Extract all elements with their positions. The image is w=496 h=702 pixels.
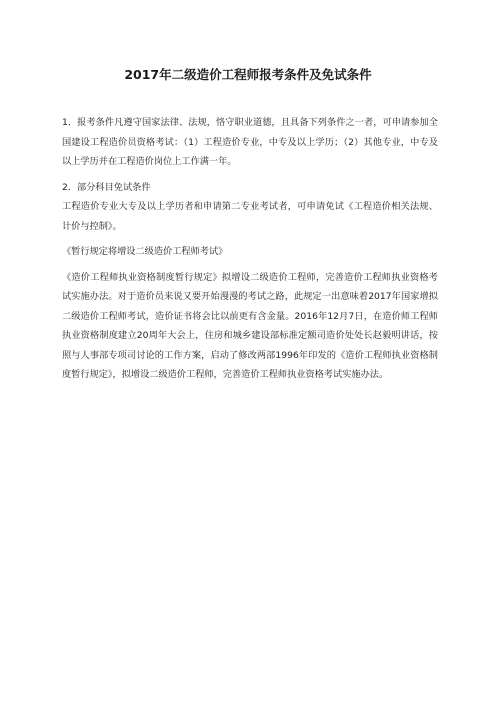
paragraph-exemption-heading: 2．部分科目免试条件 [62,181,151,193]
document-title: 2017年二级造价工程师报考条件及免试条件 [124,67,372,82]
paragraph-exam-requirements: 1．报考条件凡遵守国家法律、法规，恪守职业道德，且具备下列条件之一者，可申请参加全国建设工程造价员资格考试：（1）工程造价专业，中专及以上学历；（2）其他专业，中专及以上学历并在工程造价岗位上工作满一年。 [62,117,438,167]
paragraph-exemption-conditions: 工程造价专业大专及以上学历者和申请第二专业考试者，可申请免试《工程造价相关法规、计价与控制》。 [62,201,438,232]
document-body [62,113,438,385]
paragraph-regulation-details: 《造价工程师执业资格制度暂行规定》拟增设二级造价工程师，完善造价工程师执业资格考试实施办法。对于造价员来说又要开始漫漫的考试之路，此规定一出意味着2017年国家增拟二级造价工程师考试，造价证书将会比以前更有含金量。2016年12月7日，在造价师工程师执业资格制度建立20周年大会上，住房和城乡建设部标准定额司造价处处长赵毅明讲话，按照与人事部专项司讨论的工作方案，启动了修改两部1996年印发的《造价工程师执业资格制度暂行规定》，拟增设二级造价工程师，完善造价工程师执业资格考试实施办法。 [62,271,438,380]
paragraph-regulation-heading: 《暂行规定将增设二级造价工程师考试》 [62,246,228,257]
